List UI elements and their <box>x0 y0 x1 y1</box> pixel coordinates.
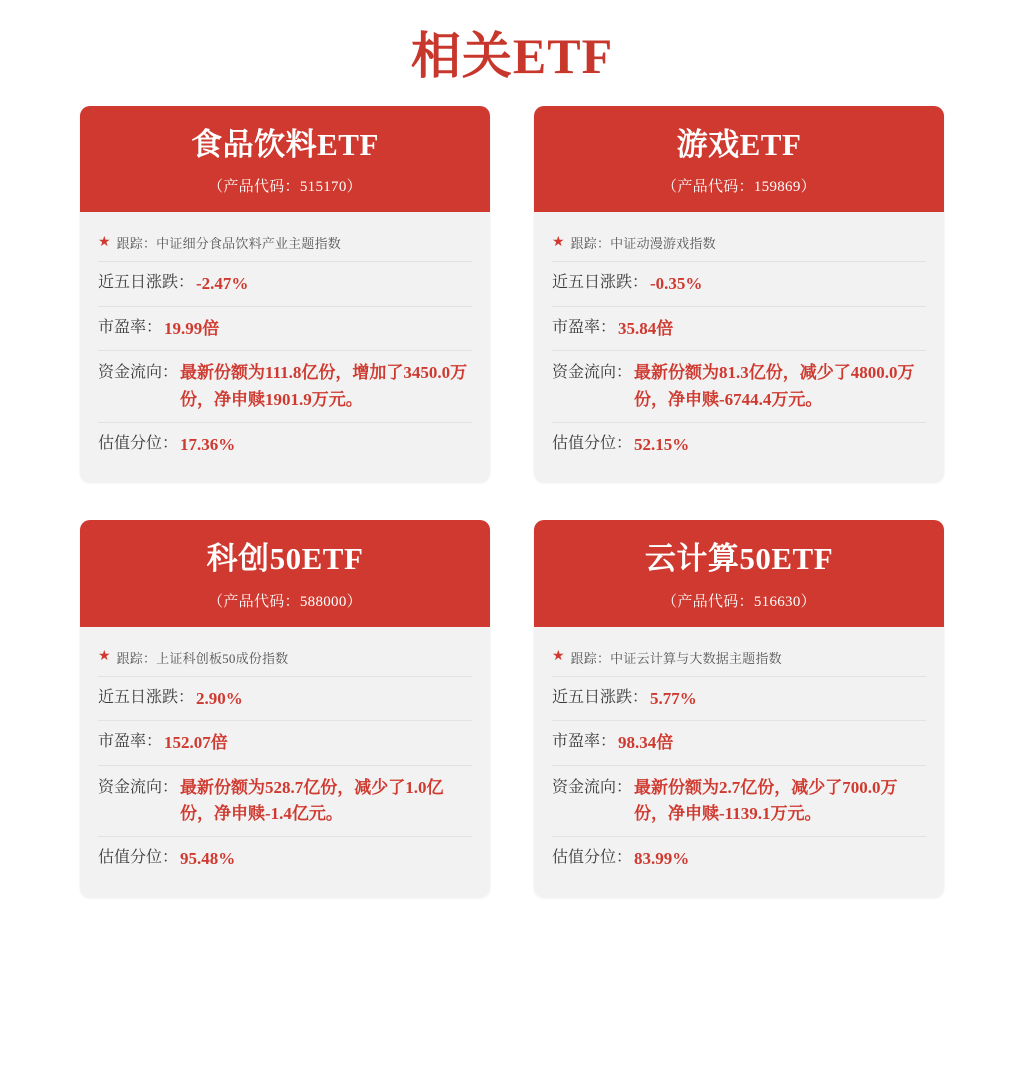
etf-change-value: 2.90% <box>196 688 243 708</box>
etf-pe-value: 19.99倍 <box>164 318 220 338</box>
page-title: 相关ETF <box>410 28 614 84</box>
etf-pe-row <box>98 307 472 352</box>
etf-code: （产品代码：515170） <box>208 179 362 196</box>
etf-valuation-row <box>552 837 926 881</box>
etf-change-row <box>552 677 926 722</box>
etf-track-label: 跟踪： <box>570 236 611 252</box>
etf-valuation-row <box>552 423 926 467</box>
etf-flow-value: 最新份额为2.7亿份，减少了700.0万份，净申赎-1139.1万元。 <box>634 777 898 823</box>
etf-change-label: 近五日涨跌： <box>552 274 649 292</box>
etf-pe-label: 市盈率： <box>98 318 163 336</box>
etf-code: （产品代码：159869） <box>662 179 816 196</box>
etf-flow-value: 最新份额为81.3亿份，减少了4800.0万份，净申赎-6744.4万元。 <box>634 363 915 409</box>
etf-track-row <box>552 641 926 677</box>
etf-valuation-label: 估值分位： <box>98 434 179 452</box>
etf-flow-label: 资金流向： <box>98 778 179 796</box>
etf-card[interactable] <box>80 106 490 482</box>
etf-valuation-value: 17.36% <box>180 434 236 454</box>
etf-card-header <box>80 520 490 626</box>
etf-pe-label: 市盈率： <box>552 733 617 751</box>
etf-track-value: 上证科创板50成份指数 <box>156 650 289 666</box>
etf-change-row <box>98 262 472 307</box>
etf-card-body <box>80 627 490 897</box>
etf-change-label: 近五日涨跌： <box>552 688 649 706</box>
etf-card-grid <box>0 106 1024 897</box>
etf-card-header <box>534 106 944 212</box>
etf-name: 食品饮料ETF <box>191 127 379 162</box>
etf-track-value: 中证细分食品饮料产业主题指数 <box>156 236 341 252</box>
etf-name: 云计算50ETF <box>644 541 834 577</box>
etf-change-label: 近五日涨跌： <box>98 274 195 292</box>
etf-valuation-label: 估值分位： <box>552 434 633 452</box>
star-icon: ★ <box>552 649 565 665</box>
etf-pe-label: 市盈率： <box>98 733 163 751</box>
etf-track-label: 跟踪： <box>116 650 157 666</box>
etf-change-label: 近五日涨跌： <box>98 688 195 706</box>
etf-flow-label: 资金流向： <box>552 364 633 382</box>
etf-track-row <box>98 226 472 262</box>
etf-pe-row <box>552 307 926 352</box>
etf-change-value: -0.35% <box>650 274 703 294</box>
etf-code: （产品代码：588000） <box>208 593 362 610</box>
etf-track-row <box>98 641 472 677</box>
etf-card-body <box>534 627 944 897</box>
etf-name: 游戏ETF <box>676 127 802 162</box>
etf-change-row <box>552 262 926 307</box>
etf-card-header <box>534 520 944 626</box>
etf-valuation-value: 83.99% <box>634 849 690 869</box>
etf-pe-value: 98.34倍 <box>618 733 674 753</box>
etf-valuation-row <box>98 837 472 881</box>
etf-change-row <box>98 677 472 722</box>
etf-pe-row <box>98 721 472 766</box>
etf-track-label: 跟踪： <box>116 236 157 252</box>
etf-name: 科创50ETF <box>206 541 364 577</box>
etf-flow-value: 最新份额为528.7亿份，减少了1.0亿份，净申赎-1.4亿元。 <box>180 777 444 823</box>
etf-valuation-row <box>98 423 472 467</box>
etf-flow-row <box>552 766 926 838</box>
etf-card[interactable] <box>80 520 490 896</box>
etf-card[interactable] <box>534 520 944 896</box>
etf-card-header <box>80 106 490 212</box>
etf-change-value: 5.77% <box>650 688 697 708</box>
etf-change-value: -2.47% <box>196 274 249 294</box>
etf-pe-label: 市盈率： <box>552 318 617 336</box>
etf-flow-row <box>552 351 926 423</box>
etf-track-label: 跟踪： <box>570 650 611 666</box>
etf-valuation-label: 估值分位： <box>98 849 179 867</box>
etf-code: （产品代码：516630） <box>662 593 816 610</box>
etf-flow-label: 资金流向： <box>98 364 179 382</box>
etf-pe-value: 152.07倍 <box>164 733 228 753</box>
etf-track-value: 中证动漫游戏指数 <box>610 236 716 252</box>
etf-pe-row <box>552 721 926 766</box>
etf-flow-value: 最新份额为111.8亿份，增加了3450.0万份，净申赎1901.9万元。 <box>180 363 468 409</box>
etf-flow-row <box>98 351 472 423</box>
etf-valuation-value: 52.15% <box>634 434 690 454</box>
star-icon: ★ <box>552 234 565 250</box>
etf-card-body <box>80 212 490 482</box>
etf-pe-value: 35.84倍 <box>618 318 674 338</box>
etf-valuation-label: 估值分位： <box>552 849 633 867</box>
etf-card-body <box>534 212 944 482</box>
etf-track-row <box>552 226 926 262</box>
etf-flow-row <box>98 766 472 838</box>
etf-flow-label: 资金流向： <box>552 778 633 796</box>
star-icon: ★ <box>98 649 111 665</box>
star-icon: ★ <box>98 234 111 250</box>
etf-track-value: 中证云计算与大数据主题指数 <box>610 650 782 666</box>
etf-valuation-value: 95.48% <box>180 849 236 869</box>
etf-card[interactable] <box>534 106 944 482</box>
